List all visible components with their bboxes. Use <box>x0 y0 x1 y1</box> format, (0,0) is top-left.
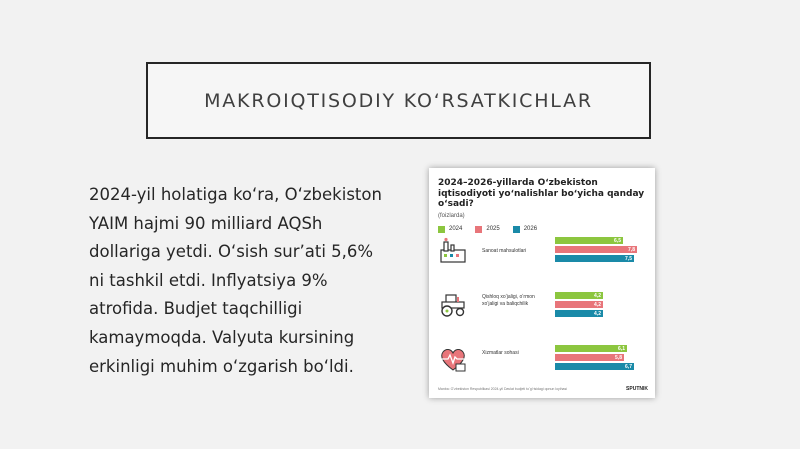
legend-label-2026: 2026 <box>523 226 538 232</box>
bar-value: 7,8 <box>628 246 635 253</box>
bar-value: 6,5 <box>614 237 621 244</box>
bar-value: 4,2 <box>594 292 601 299</box>
sector-services <box>438 344 648 388</box>
legend-item-2026 <box>513 226 537 233</box>
heart-icon <box>438 344 468 374</box>
bar-2024 <box>555 345 627 352</box>
factory-icon <box>438 236 468 266</box>
legend-label-2024: 2024 <box>449 226 463 232</box>
infographic-image <box>429 168 655 398</box>
bar-2025 <box>555 354 624 361</box>
source-note: Manba: Oʻzbekiston Respublikasi 2024-yil Davlat budjeti toʻgʻrisidagi qonun loyihasi <box>438 387 567 391</box>
bar-value: 7,5 <box>625 255 632 262</box>
legend <box>438 226 647 233</box>
bar-2024 <box>555 237 623 244</box>
legend-swatch-2026 <box>513 226 520 233</box>
slide-title: MAKROIQTISODIY KOʻRSATKICHLAR <box>204 89 593 112</box>
legend-item-2025 <box>475 226 499 233</box>
bar-2026 <box>555 363 634 370</box>
sector-agriculture <box>438 289 648 333</box>
sector-label: Qishloq xoʻjaligi, oʻrmon xoʻjaligi va baliqchilik <box>482 294 535 307</box>
slide-body-text: 2024-yil holatiga koʻra, Oʻzbekiston YAIM hajmi 90 milliard AQSh dollariga yetdi. Oʻsish surʼati 5,6% ni tashkil etdi. Inflyatsiya 9% atrofida. Budjet taqchilligi kamaymoqda. Valyuta kursining erkinligi muhim oʻzgarish boʻldi. <box>89 185 382 376</box>
bar-value: 6,1 <box>618 345 625 352</box>
legend-swatch-2024 <box>438 226 445 233</box>
bar-2025 <box>555 301 603 308</box>
tractor-icon <box>438 289 468 319</box>
bar-2025 <box>555 246 637 253</box>
sector-industry <box>438 236 648 280</box>
bar-2026 <box>555 255 634 262</box>
sector-label: Sanoat mahsulotlari <box>482 248 527 254</box>
legend-swatch-2025 <box>475 226 482 233</box>
legend-label-2025: 2025 <box>486 226 500 232</box>
bar-value: 6,7 <box>625 363 632 370</box>
bar-value: 5,8 <box>615 354 622 361</box>
infographic-footer <box>438 386 648 392</box>
sector-label: Xizmatlar sohasi <box>482 350 519 356</box>
legend-item-2024 <box>438 226 462 233</box>
bar-2026 <box>555 310 603 317</box>
infographic-title: 2024–2026-yillarda Oʻzbekiston iqtisodiyoti yoʻnalishlar boʻyicha qanday oʻsadi? <box>438 178 645 209</box>
infographic-subtitle: (foizlarda) <box>438 212 465 219</box>
bar-value: 4,2 <box>594 301 601 308</box>
sputnik-logo: SPUTNIK <box>626 386 648 392</box>
title-box <box>146 62 651 139</box>
bar-2024 <box>555 292 603 299</box>
bar-value: 4,2 <box>594 310 601 317</box>
